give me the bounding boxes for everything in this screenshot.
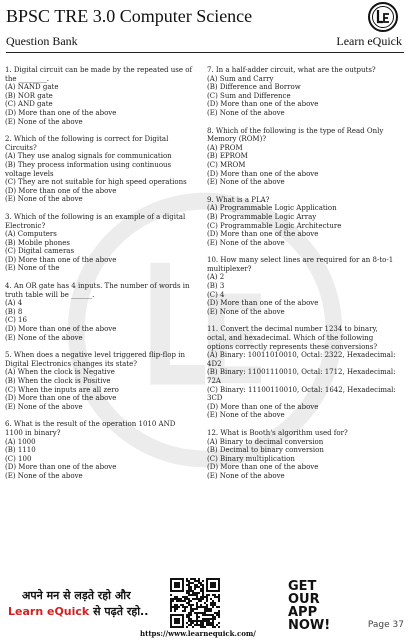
question-text: 4. An OR gate has 4 inputs. The number of words in truth table will be ______. xyxy=(5,282,190,299)
slogan-line-1: अपने मन से लड़ते रहो और xyxy=(22,589,131,602)
qr-code-icon[interactable] xyxy=(170,578,220,628)
question-text: 1. Digital circuit can be made by the repeated use of the ________. xyxy=(5,66,193,83)
question-text: 8. Which of the following is the type of Read Only Memory (ROM)? xyxy=(207,126,384,144)
answer-option: (A) When the clock is Negative xyxy=(5,368,115,377)
answer-option: (C) 100 xyxy=(5,454,32,463)
page-number: Page 37 xyxy=(367,620,404,630)
answer-option: (C) Digital cameras xyxy=(5,247,75,256)
question-block xyxy=(5,135,195,204)
answer-option: (E) None of the xyxy=(5,264,60,273)
question-block xyxy=(207,196,397,248)
answer-option: (E) None of the above xyxy=(207,178,285,187)
answer-option: (E) None of the above xyxy=(207,307,285,316)
answer-option: (B) Programmable Logic Array xyxy=(207,212,317,221)
document-title: BPSC TRE 3.0 Computer Science xyxy=(6,6,253,26)
answer-option: (C) MROM xyxy=(207,160,246,169)
page-header xyxy=(0,0,410,56)
answer-option: (C) They are not suitable for high speed operations xyxy=(5,178,187,187)
answer-option: (D) More than one of the above xyxy=(207,169,319,178)
answer-option: (E) None of the above xyxy=(207,238,285,247)
answer-option: (B) Decimal to binary conversion xyxy=(207,446,324,455)
answer-option: (E) None of the above xyxy=(5,195,83,204)
cta-line: GET xyxy=(288,579,317,594)
question-block xyxy=(207,127,397,187)
brand-name: Learn eQuick xyxy=(336,34,402,48)
answer-option: (C) Programmable Logic Architecture xyxy=(207,221,342,230)
answer-option: (A) Binary to decimal conversion xyxy=(207,437,324,446)
answer-option: (E) None of the above xyxy=(5,333,83,342)
answer-option: (D) More than one of the above xyxy=(207,463,319,472)
page-footer xyxy=(0,574,410,640)
answer-option: (B) EPROM xyxy=(207,152,248,161)
answer-option: (B) They process information using continuous voltage levels xyxy=(5,160,172,178)
answer-option: (D) More than one of the above xyxy=(5,394,117,403)
answer-option: (C) 4 xyxy=(207,290,225,299)
le-logo-icon xyxy=(368,2,398,32)
document-subtitle: Question Bank xyxy=(6,34,78,48)
answer-option: (A) Binary: 10011010010, Octal: 2322, Hexadecimal: 4D2 xyxy=(207,351,396,368)
answer-option: (B) NOR gate xyxy=(5,91,53,100)
slogan-brand: Learn eQuick xyxy=(8,605,90,618)
answer-option: (D) More than one of the above xyxy=(207,230,319,239)
question-text: 9. What is a PLA? xyxy=(207,195,270,204)
answer-option: (A) Sum and Carry xyxy=(207,74,274,83)
answer-option: (E) None of the above xyxy=(207,471,285,480)
get-app-cta[interactable] xyxy=(288,580,348,632)
question-text: 12. What is Booth's algorithm used for? xyxy=(207,428,348,437)
answer-option: (D) More than one of the above xyxy=(5,325,117,334)
answer-option: (A) They use analog signals for communication xyxy=(5,152,172,161)
question-block xyxy=(207,66,397,118)
answer-option: (C) 16 xyxy=(5,316,27,325)
questions-left-column xyxy=(5,66,195,490)
question-text: 7. In a half-adder circuit, what are the outputs? xyxy=(207,66,376,74)
question-text: 10. How many select lines are required for an 8-to-1 multiplexer? xyxy=(207,256,394,273)
answer-option: (E) None of the above xyxy=(5,117,83,126)
answer-option: (D) More than one of the above xyxy=(5,255,117,264)
answer-option: (A) PROM xyxy=(207,143,243,152)
question-block xyxy=(5,420,195,480)
question-text: 6. What is the result of the operation 1010 AND 1100 in binary? xyxy=(5,420,176,437)
answer-option: (C) Binary: 11100110010, Octal: 1642, Hexadecimal: 3CD xyxy=(207,385,396,403)
answer-option: (D) More than one of the above xyxy=(207,299,319,308)
question-block xyxy=(5,351,195,411)
question-block xyxy=(5,213,195,273)
answer-option: (B) Difference and Borrow xyxy=(207,83,301,92)
question-text: 2. Which of the following is correct for Digital Circuits? xyxy=(5,135,169,152)
answer-option: (B) When the clock is Positive xyxy=(5,377,111,385)
website-link[interactable]: https://www.learnequick.com/ xyxy=(140,629,256,638)
answer-option: (C) AND gate xyxy=(5,100,53,109)
slogan-line-2-text: से पढ़ते रहो.. xyxy=(89,605,149,618)
answer-option: (B) 3 xyxy=(207,282,225,291)
answer-option: (B) 1110 xyxy=(5,446,36,455)
answer-option: (C) Binary multiplication xyxy=(207,454,295,463)
answer-option: (D) More than one of the above xyxy=(207,100,319,109)
answer-option: (A) 1000 xyxy=(5,437,36,446)
answer-option: (A) Computers xyxy=(5,230,57,239)
cta-line: APP xyxy=(288,605,318,620)
question-text: 11. Convert the decimal number 1234 to binary, octal, and hexadecimal. Which of the following options correctly represents these conversions? xyxy=(207,325,378,351)
answer-option: (A) 4 xyxy=(5,299,23,308)
cta-line: NOW! xyxy=(288,618,331,633)
answer-option: (B) Binary: 11001110010, Octal: 1712, Hexadecimal: 72A xyxy=(207,368,396,385)
answer-option: (C) When the inputs are all zero xyxy=(5,385,119,394)
answer-option: (D) More than one of the above xyxy=(5,108,117,117)
answer-option: (D) More than one of the above xyxy=(5,463,117,472)
cta-line: OUR xyxy=(288,592,320,607)
answer-option: (B) Mobile phones xyxy=(5,238,70,247)
slogan-line-2 xyxy=(8,604,148,619)
question-block xyxy=(5,66,195,126)
header-divider xyxy=(6,52,404,53)
question-text: 3. Which of the following is an example of a digital Electronic? xyxy=(5,212,186,230)
answer-option: (A) NAND gate xyxy=(5,83,59,92)
answer-option: (E) None of the above xyxy=(5,402,83,411)
answer-option: (D) More than one of the above xyxy=(207,402,319,411)
answer-option: (D) More than one of the above xyxy=(5,186,117,195)
answer-option: (A) 2 xyxy=(207,273,225,282)
answer-option: (C) Sum and Difference xyxy=(207,91,291,100)
question-block xyxy=(207,429,397,481)
question-block xyxy=(207,256,397,316)
answer-option: (E) None of the above xyxy=(5,471,83,480)
answer-option: (E) None of the above xyxy=(207,108,285,117)
question-block xyxy=(5,282,195,342)
answer-option: (A) Programmable Logic Application xyxy=(207,204,337,213)
questions-right-column xyxy=(207,66,397,490)
question-block xyxy=(207,325,397,420)
answer-option: (B) 8 xyxy=(5,307,23,316)
answer-option: (E) None of the above xyxy=(207,411,285,420)
question-text: 5. When does a negative level triggered flip-flop in Digital Electronics changes its state? xyxy=(5,351,185,368)
